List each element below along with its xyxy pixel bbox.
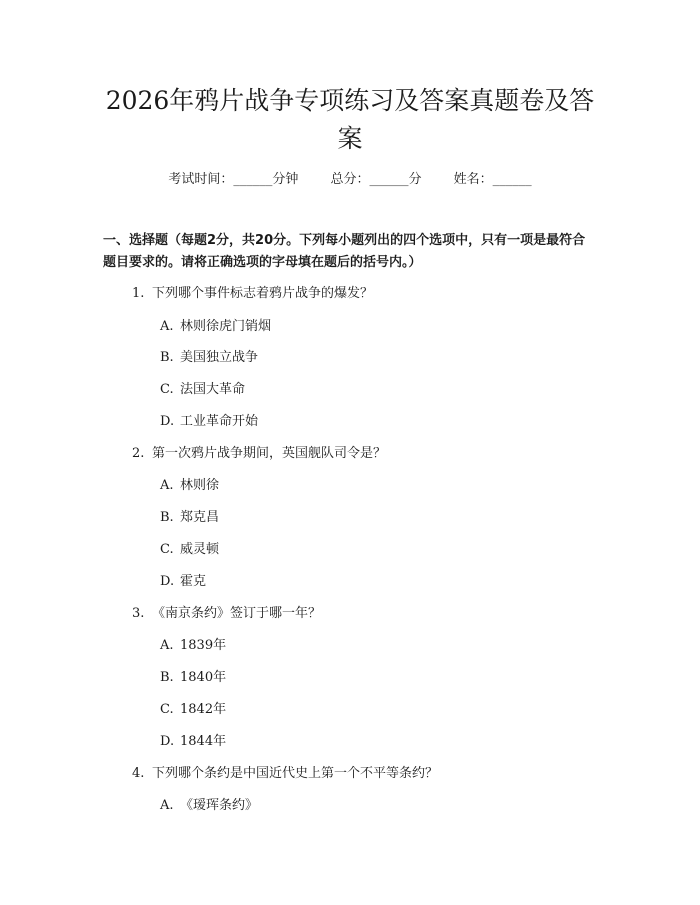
question-text: 《南京条约》签订于哪一年？ — [152, 606, 322, 621]
question-text: 下列哪个条约是中国近代史上第一个不平等条约？ — [152, 766, 439, 781]
option-text: 1839年 — [180, 638, 227, 653]
option-2b — [160, 506, 219, 525]
question-number: 2. — [132, 446, 145, 461]
document-title: 2026年鸦片战争专项练习及答案真题卷及答案 — [105, 86, 595, 153]
option-letter: B. — [160, 670, 174, 685]
option-1b — [160, 346, 258, 365]
option-text: 郑克昌 — [180, 510, 220, 525]
option-letter: A. — [160, 478, 174, 493]
question-1 — [132, 282, 373, 301]
option-letter: D. — [160, 574, 175, 589]
option-2c — [160, 538, 219, 557]
option-letter: B. — [160, 350, 174, 365]
question-3 — [132, 602, 321, 621]
option-letter: C. — [160, 702, 174, 717]
option-letter: B. — [160, 510, 174, 525]
option-text: 法国大革命 — [180, 382, 246, 397]
option-text: 1844年 — [180, 734, 227, 749]
option-text: 美国独立战争 — [180, 350, 259, 365]
question-text: 第一次鸦片战争期间，英国舰队司令是？ — [152, 446, 387, 461]
option-2d — [160, 570, 206, 589]
exam-time-field: 考试时间：______分钟 — [168, 172, 299, 187]
question-number: 3. — [132, 606, 145, 621]
section-heading: 一、选择题（每题2分，共20分。下列每小题列出的四个选项中，只有一项是最符合题目要求的。请将正确选项的字母填在题后的括号内。） — [103, 233, 586, 270]
option-1a — [160, 315, 271, 334]
option-text: 林则徐虎门销烟 — [180, 319, 272, 334]
student-name-field: 姓名：______ — [453, 172, 532, 187]
option-2a — [160, 474, 219, 493]
total-score-field: 总分：______分 — [330, 172, 422, 187]
option-letter: D. — [160, 414, 175, 429]
option-text: 1842年 — [180, 702, 227, 717]
option-text: 霍克 — [180, 574, 207, 589]
option-letter: D. — [160, 734, 175, 749]
option-3b — [160, 666, 226, 685]
option-1c — [160, 378, 245, 397]
option-letter: C. — [160, 382, 174, 397]
option-text: 1840年 — [180, 670, 227, 685]
option-3a — [160, 634, 226, 653]
question-number: 4. — [132, 766, 145, 781]
exam-meta — [0, 168, 700, 187]
option-text: 威灵顿 — [180, 542, 220, 557]
option-text: 工业革命开始 — [180, 414, 259, 429]
question-2 — [132, 442, 386, 461]
option-letter: A. — [160, 638, 174, 653]
option-letter: C. — [160, 542, 174, 557]
question-text: 下列哪个事件标志着鸦片战争的爆发？ — [152, 286, 374, 301]
question-number: 1. — [132, 286, 145, 301]
option-text: 林则徐 — [180, 478, 220, 493]
option-letter: A. — [160, 319, 174, 334]
option-letter: A. — [160, 798, 174, 813]
option-text: 《瑷珲条约》 — [180, 798, 259, 813]
option-4a — [160, 794, 258, 813]
option-3d — [160, 730, 226, 749]
option-3c — [160, 698, 226, 717]
question-4 — [132, 762, 438, 781]
option-1d — [160, 410, 258, 429]
